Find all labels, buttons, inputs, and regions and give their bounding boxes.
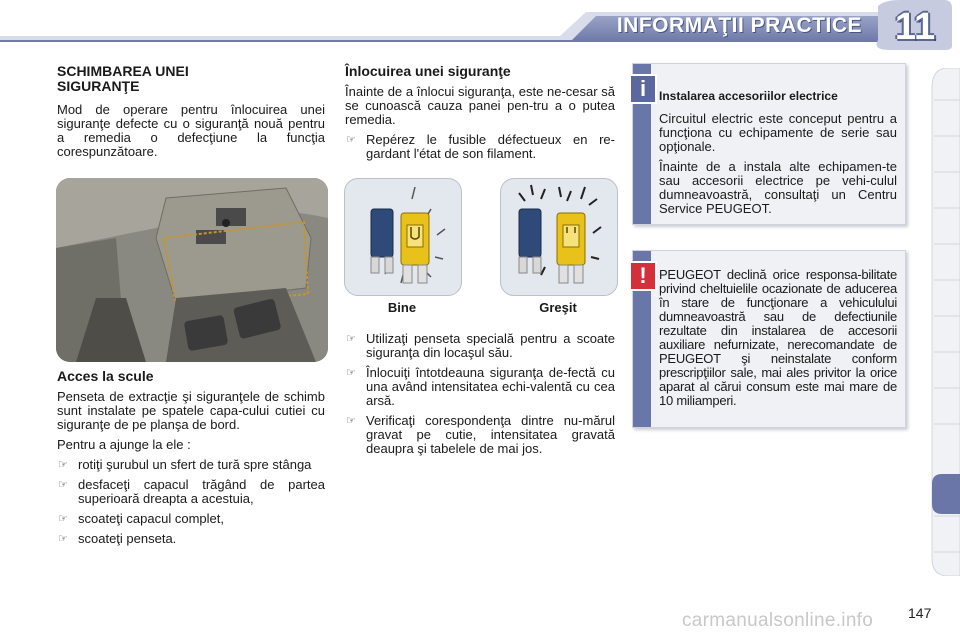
pointing-hand-icon: ☞	[346, 134, 356, 146]
fuse-bad-illustration	[500, 178, 618, 296]
warning-text: PEUGEOT declină orice responsa-bilitate privind cheltuielile ocazionate de aducerea în stare de funcţionare a vehiculului dumneavoastră sau de defectiunile rezultate din instalarea de accesorii auxiliare nefurnizate, nerecomandate de PEUGEOT şi neinstalate conform prescripţiilor sale, mai ales privitor la orice aparat al cărui consum este mai mare de 10 miliamperi.	[659, 267, 897, 408]
replace-intro: Înainte de a înlocui siguranţa, este ne-cesar să se cunoască cauza panei pen-tru a o putea remedia.	[345, 84, 615, 127]
replace-steps-list	[345, 332, 615, 456]
info-box	[632, 63, 906, 225]
info-box-paragraph-1: Circuitul electric este conceput pentru a funcţiona cu echipamente de serie sau opţionale.	[659, 111, 897, 154]
access-heading: Acces la scule	[57, 368, 154, 384]
access-paragraph: Penseta de extracţie şi siguranţele de schimb sunt instalate pe spatele capa-cului cutiei cu siguranţe de pe planşa de bord.	[57, 389, 325, 432]
fuse-box-location-photo	[56, 178, 328, 362]
chapter-tabs	[926, 68, 960, 576]
pointing-hand-icon: ☞	[58, 513, 68, 525]
list-item: ☞ rotiţi şurubul un sfert de tură spre stânga	[58, 457, 312, 472]
fuse-good-illustration	[344, 178, 462, 296]
access-steps-list	[57, 458, 325, 546]
list-item: ☞ scoateţi penseta.	[58, 531, 177, 546]
replace-heading: Înlocuirea unei siguranţe	[345, 63, 511, 79]
list-item: ☞ Repérez le fusible défectueux en re-gardant l'état de son filament.	[346, 132, 615, 161]
left-column	[57, 64, 325, 165]
pointing-hand-icon: ☞	[58, 533, 68, 545]
fuse-bad-label: Greşit	[539, 300, 577, 315]
intro-paragraph: Mod de operare pentru înlocuirea unei siguranţe defecte cu o siguranţă nouă pentru a remedia o defecţiune la funcţia corespunzătoare.	[57, 102, 325, 159]
replace-steps	[345, 332, 615, 462]
list-item: ☞ Verificaţi corespondenţa dintre nu-mărul gravat pe cutie, intensitatea gravată deaupra şi tabelele de mai jos.	[346, 413, 615, 456]
section-heading: SCHIMBAREA UNEI SIGURANŢE	[57, 63, 189, 94]
list-item: ☞ desfaceţi capacul trăgând de partea superioară dreapta a acestuia,	[58, 477, 325, 506]
pointing-hand-icon: ☞	[58, 459, 68, 471]
fuse-good-label: Bine	[387, 300, 417, 315]
watermark: carmanualsonline.info	[682, 610, 874, 631]
list-item: ☞ Înlocuiţi întotdeauna siguranţa de-fectă cu una având intensitatea echi-valentă cu cea arsă.	[346, 365, 615, 408]
pointing-hand-icon: ☞	[58, 479, 68, 491]
list-item: ☞ Utilizaţi penseta specială pentru a scoate siguranţa din locaşul său.	[346, 331, 615, 360]
warning-box	[632, 250, 906, 428]
pointing-hand-icon: ☞	[346, 415, 356, 427]
dashboard-photo-illustration	[56, 178, 328, 362]
fuse-blown-icon	[501, 179, 617, 295]
pointing-hand-icon: ☞	[346, 367, 356, 379]
info-box-heading: Instalarea accesoriilor electrice	[659, 89, 838, 103]
replace-top-list	[345, 133, 615, 161]
warning-icon: !	[629, 261, 657, 291]
fuse-intact-icon	[345, 179, 461, 295]
pointing-hand-icon: ☞	[346, 333, 356, 345]
info-box-content	[659, 64, 897, 216]
page-number: 147	[908, 605, 932, 621]
info-box-paragraph-2: Înainte de a instala alte echipamen-te sau accesorii electrice pe vehi-culul dumneavoastră, consultaţi un Centru Service PEUGEOT.	[659, 159, 897, 216]
chapter-number: 11	[894, 6, 936, 48]
middle-column	[345, 64, 615, 167]
access-reach-text: Pentru a ajunge la ele :	[57, 437, 191, 452]
list-item: ☞ scoateţi capacul complet,	[58, 511, 224, 526]
page-header-title: INFORMAŢII PRACTICE	[616, 14, 862, 37]
warning-box-content	[659, 251, 897, 408]
info-icon: i	[629, 74, 657, 104]
access-section	[57, 369, 325, 552]
